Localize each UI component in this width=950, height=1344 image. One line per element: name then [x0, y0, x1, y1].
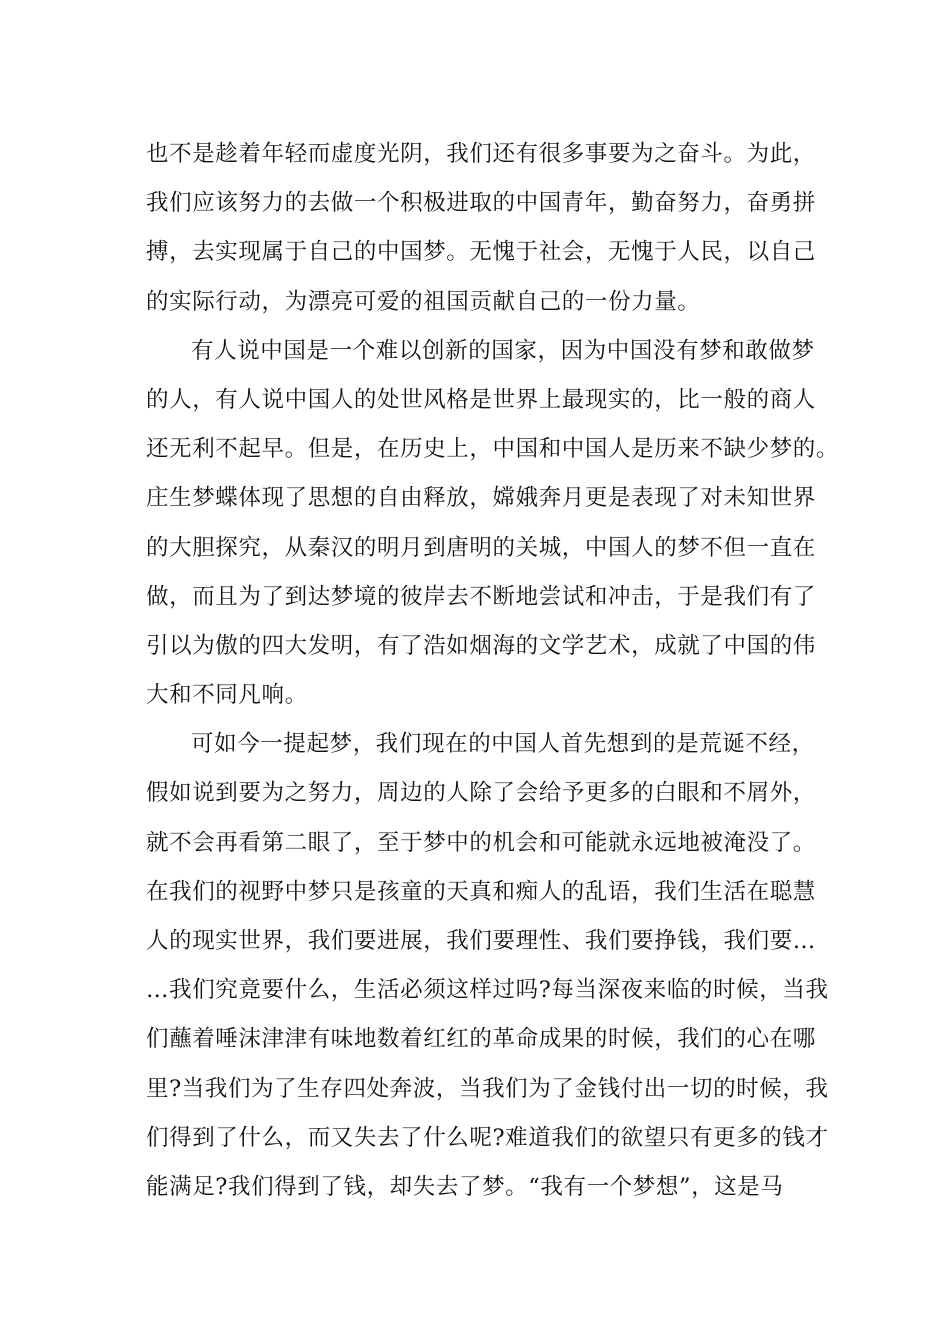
text-line: 可如今一提起梦，我们现在的中国人首先想到的是荒诞不经，: [191, 731, 815, 758]
text-line: 也不是趁着年轻而虚度光阴，我们还有很多事要为之奋斗。为此，: [146, 141, 816, 167]
text-line: 的人，有人说中国人的处世风格是世界上最现实的，比一般的商人: [146, 386, 816, 413]
text-line: 的大胆探究，从秦汉的明月到唐明的关城，中国人的梦不但一直在: [146, 534, 816, 561]
paragraph-2: [146, 327, 840, 721]
text-line: 引以为傲的四大发明，有了浩如烟海的文学艺术，成就了中国的伟: [146, 632, 816, 659]
text-line: 我们应该努力的去做一个积极进取的中国青年，勤奋努力，奋勇拼: [146, 190, 816, 217]
text-line: 在我们的视野中梦只是孩童的天真和痴人的乱语，我们生活在聪慧: [146, 878, 816, 905]
text-line: 还无利不起早。但是，在历史上，中国和中国人是历来不缺少梦的。: [146, 436, 840, 463]
text-line: 们得到了什么，而又失去了什么呢?难道我们的欲望只有更多的钱才: [146, 1124, 829, 1151]
text-line: 里?当我们为了生存四处奔波，当我们为了金钱付出一切的时候，我: [146, 1075, 829, 1102]
text-line: 庄生梦蝶体现了思想的自由释放，嫦娥奔月更是表现了对未知世界: [146, 485, 816, 512]
paragraph-1: [146, 130, 816, 327]
text-line: 能满足?我们得到了钱，却失去了梦。“我有一个梦想”，这是马: [146, 1173, 784, 1200]
text-line: 们蘸着唾沫津津有味地数着红红的革命成果的时候，我们的心在哪: [146, 1026, 816, 1053]
text-line: 人的现实世界，我们要进展，我们要理性、我们要挣钱，我们要…: [146, 928, 816, 954]
paragraph-3: [146, 720, 829, 1212]
text-line: 做，而且为了到达梦境的彼岸去不断地尝试和冲击，于是我们有了: [146, 583, 816, 610]
text-line: 搏，去实现属于自己的中国梦。无愧于社会，无愧于人民，以自己: [146, 239, 816, 266]
text-line: 就不会再看第二眼了，至于梦中的机会和可能就永远地被淹没了。: [146, 829, 816, 856]
text-line: …我们究竟要什么，生活必须这样过吗?每当深夜来临的时候，当我: [146, 977, 829, 1004]
body-text: [146, 130, 840, 1212]
text-line: 大和不同凡响。: [146, 682, 308, 709]
text-line: 有人说中国是一个难以创新的国家，因为中国没有梦和敢做梦: [191, 337, 815, 364]
text-line: 的实际行动，为漂亮可爱的祖国贡献自己的一份力量。: [146, 288, 701, 315]
text-line: 假如说到要为之努力，周边的人除了会给予更多的白眼和不屑外，: [146, 780, 816, 807]
